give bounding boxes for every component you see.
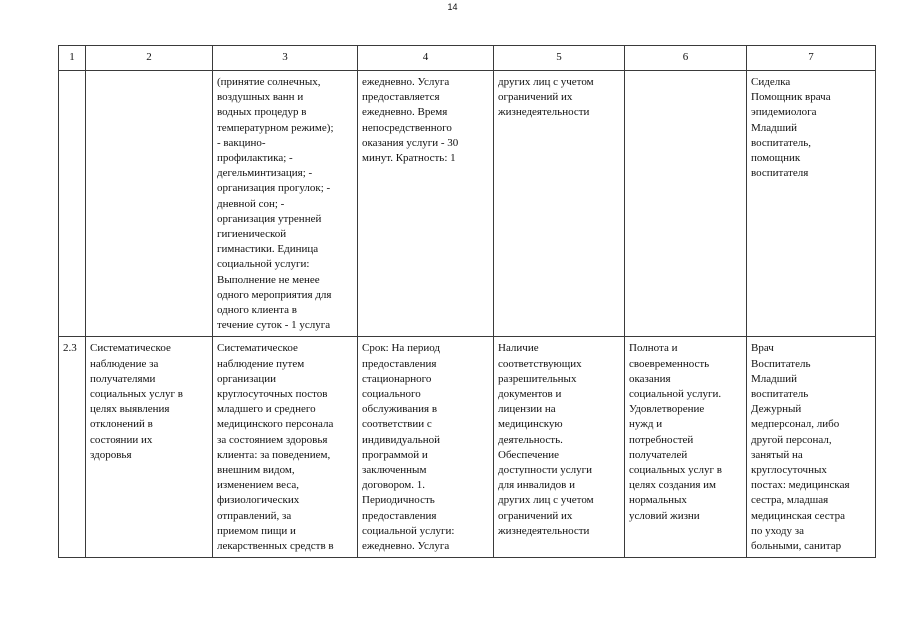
table-cell-conditions: Наличие соответствующих разрешительных документов и лицензии на медицинскую деятельность. Обеспечение доступности услуги для инвалидов и других лиц с учетом ограничений их жизнедеятельности bbox=[494, 337, 625, 558]
table-row bbox=[59, 71, 876, 337]
table-cell-quality: Полнота и своевременность оказания социальной услуги. Удовлетворение нужд и потребностей получателей социальных услуг в целях создания им нормальных условий жизни bbox=[625, 337, 747, 558]
services-table bbox=[58, 45, 876, 558]
column-header: 4 bbox=[358, 46, 494, 71]
table-cell-service-name: Систематическое наблюдение за получателями социальных услуг в целях выявления отклонений в состоянии их здоровья bbox=[86, 337, 213, 558]
table-cell-number bbox=[59, 71, 86, 337]
column-header: 3 bbox=[213, 46, 358, 71]
table-cell-service-name bbox=[86, 71, 213, 337]
table-cell-terms: ежедневно. Услуга предоставляется ежедневно. Время непосредственного оказания услуги - 30 минут. Кратность: 1 bbox=[358, 71, 494, 337]
table-cell-staff: Врач Воспитатель Младший воспитатель Дежурный медперсонал, либо другой персонал, занятый на круглосуточных постах: медицинская сестра, младшая медицинская сестра по уходу за больными, санитар bbox=[747, 337, 876, 558]
table-cell-conditions: других лиц с учетом ограничений их жизнедеятельности bbox=[494, 71, 625, 337]
table-cell-description: Систематическое наблюдение путем организации круглосуточных постов младшего и среднего медицинского персонала за состоянием здоровья клиента: за поведением, внешним видом, изменением веса, физиологических отправлений, за приемом пищи и лекарственных средств в bbox=[213, 337, 358, 558]
column-header: 2 bbox=[86, 46, 213, 71]
table-cell-description: (принятие солнечных, воздушных ванн и водных процедур в температурном режиме); - вакцино- профилактика; - дегельминтизация; - организация прогулок; - дневной сон; - организация утренней гигиенической гимнастики. Единица социальной услуги: Выполнение не менее одного мероприятия для одного клиента в течение суток - 1 услуга bbox=[213, 71, 358, 337]
column-header: 7 bbox=[747, 46, 876, 71]
column-header: 5 bbox=[494, 46, 625, 71]
column-header: 6 bbox=[625, 46, 747, 71]
table-cell-terms: Срок: На период предоставления стационарного социального обслуживания в соответствии с индивидуальной программой и заключенным договором. 1. Периодичность предоставления социальной услуги: ежедневно. Услуга bbox=[358, 337, 494, 558]
page-number: 14 bbox=[447, 2, 458, 12]
table-cell-staff: Сиделка Помощник врача эпидемиолога Младший воспитатель, помощник воспитателя bbox=[747, 71, 876, 337]
column-header: 1 bbox=[59, 46, 86, 71]
table-row bbox=[59, 337, 876, 558]
table-cell-quality bbox=[625, 71, 747, 337]
table-header-row bbox=[59, 46, 876, 71]
table-cell-number: 2.3 bbox=[59, 337, 86, 558]
